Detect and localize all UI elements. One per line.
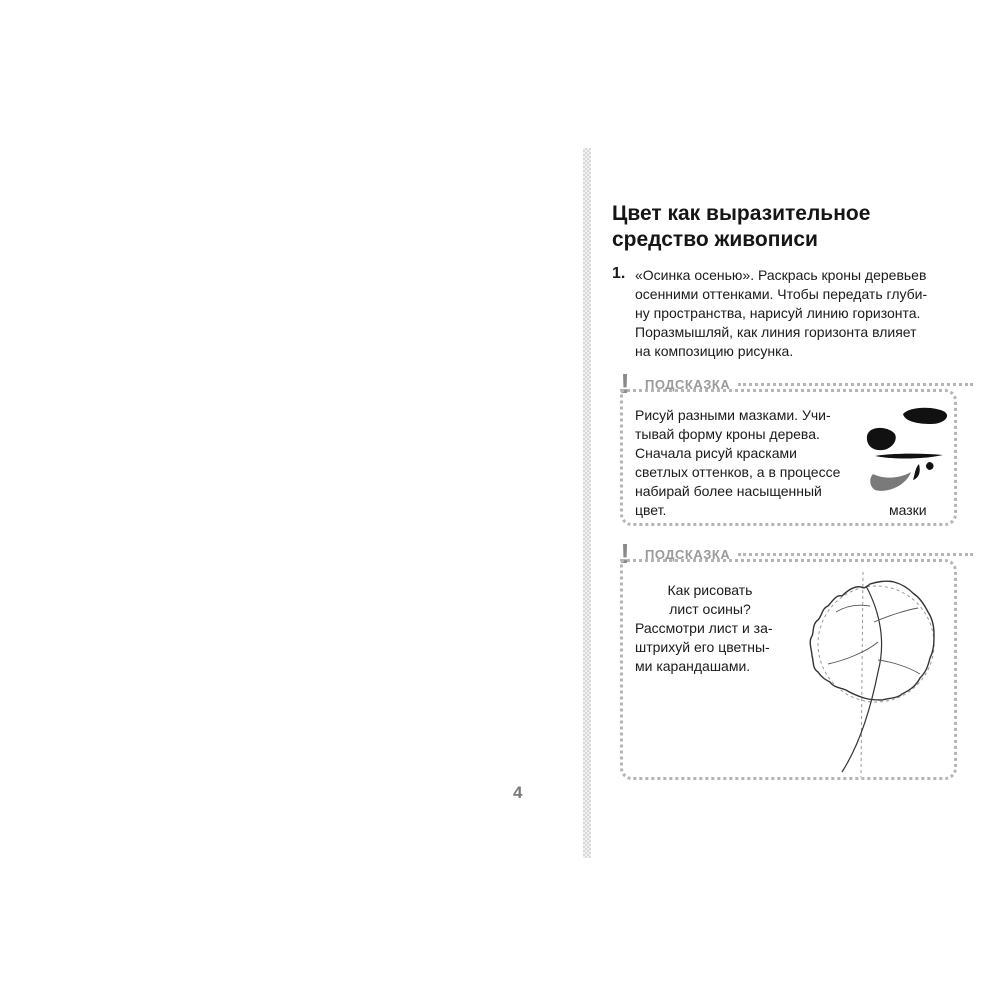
- page-number: 4: [513, 783, 523, 802]
- exclamation-icon: !: [620, 368, 630, 399]
- exclamation-icon: !: [620, 538, 630, 569]
- hint-line: Сначала рисуй красками: [635, 445, 797, 461]
- page-title: [612, 201, 870, 253]
- title-line: средство живописи: [612, 228, 818, 251]
- hint-line: цвет.: [635, 502, 667, 518]
- hint-line: Рассмотри лист и за-: [635, 620, 773, 636]
- hint-line: Как рисовать: [667, 582, 753, 598]
- task-line: осенними оттенками. Чтобы передать глуби-: [635, 286, 928, 302]
- hint-2-box: [620, 559, 957, 780]
- hint-1-box: [620, 389, 957, 526]
- task-number: 1.: [612, 265, 626, 282]
- hint-2-text: [635, 581, 785, 676]
- hint-line: Рисуй разными мазками. Учи-: [635, 407, 831, 423]
- hint-label: ПОДСКАЗКА: [645, 376, 731, 392]
- hint-label: ПОДСКАЗКА: [645, 546, 731, 562]
- hint-line: ми карандашами.: [635, 658, 751, 674]
- task-text: [635, 266, 927, 361]
- aspen-leaf-icon: [806, 572, 946, 777]
- hint-divider: [738, 383, 973, 386]
- task-line: на композицию рисунка.: [635, 343, 794, 359]
- masks-caption: мазки: [889, 502, 927, 518]
- hint-line: тывай форму кроны дерева.: [635, 426, 820, 442]
- book-spine: [583, 148, 591, 858]
- brush-strokes-icon: [865, 404, 951, 494]
- hint-line: набирай более насыщенный: [635, 483, 822, 499]
- hint-2-question: [635, 581, 785, 619]
- hint-divider: [738, 553, 973, 556]
- hint-line: лист осины?: [669, 601, 751, 617]
- task-line: ну пространства, нарисуй линию горизонта.: [635, 305, 921, 321]
- task-line: «Осинка осенью». Раскрась кроны деревьев: [635, 267, 927, 283]
- hint-line: штрихуй его цветны-: [635, 639, 770, 655]
- hint-line: светлых оттенков, а в процессе: [635, 464, 841, 480]
- task-line: Поразмышляй, как линия горизонта влияет: [635, 324, 917, 340]
- hint-1-text: [635, 406, 840, 520]
- title-line: Цвет как выразительное: [612, 202, 871, 225]
